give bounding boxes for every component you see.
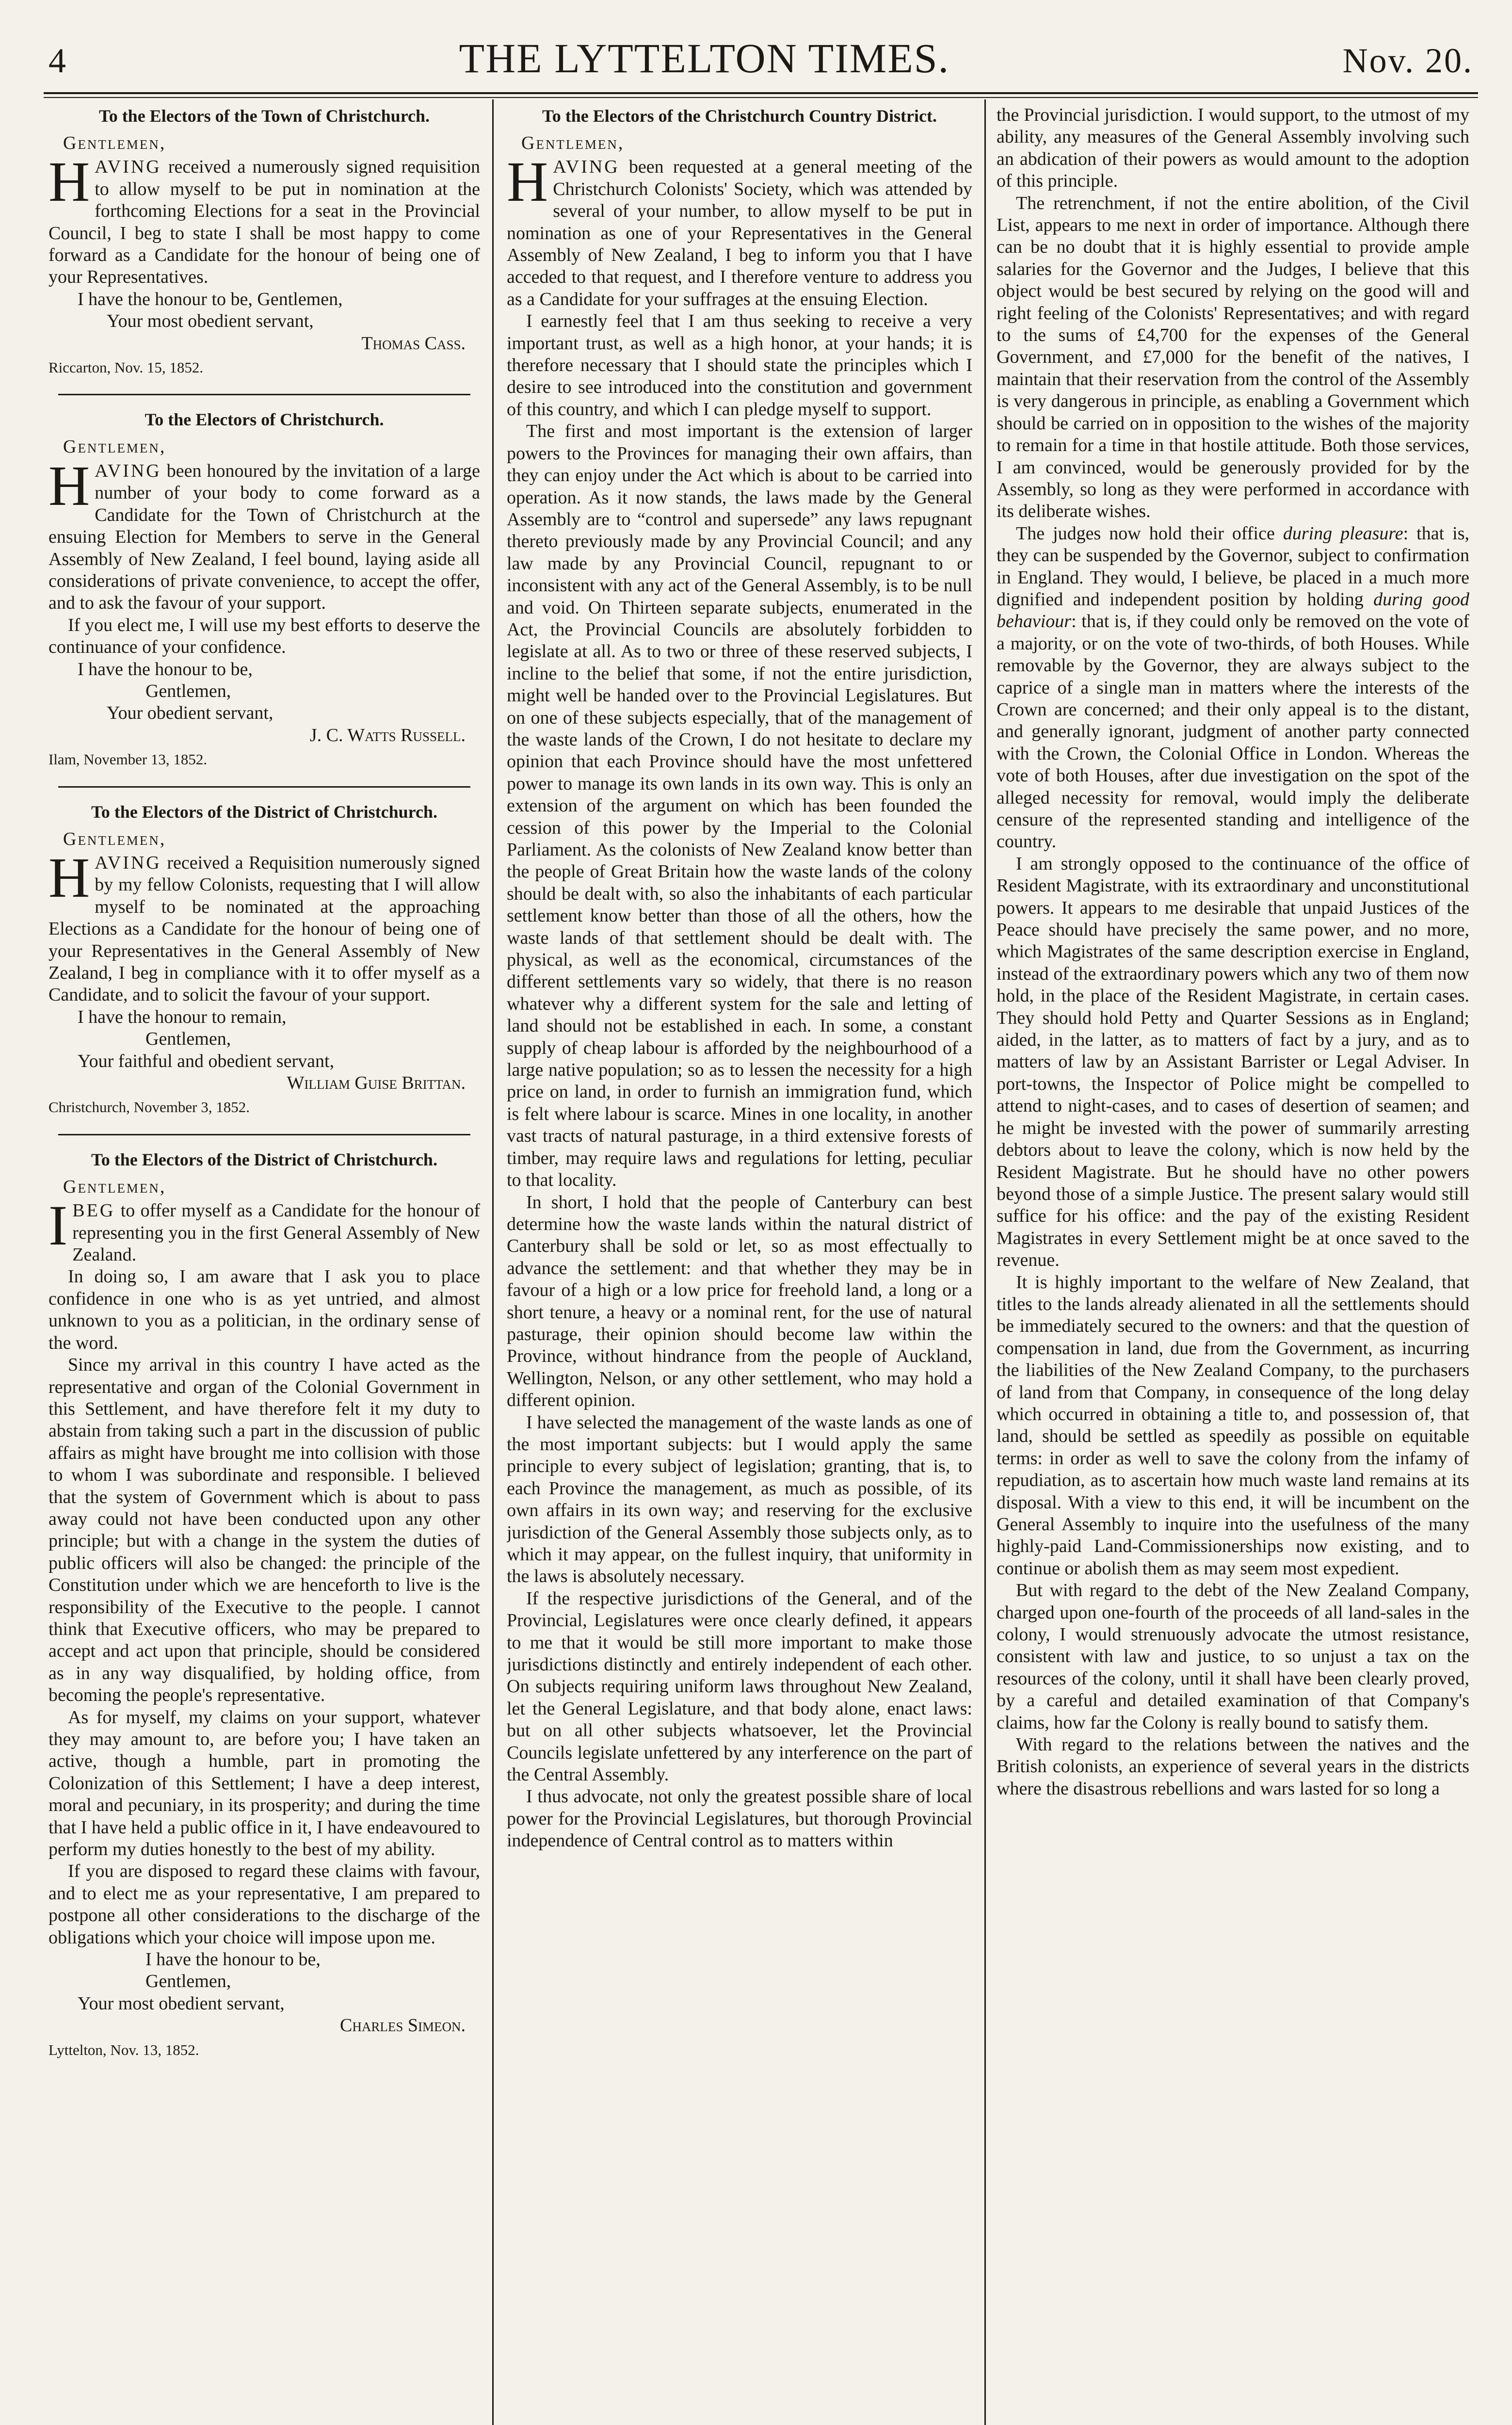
paragraph-text: to offer myself as a Candidate for the honour of representing you in the first General Assembly of New Zealand. [72,1200,480,1265]
section-rule [58,1134,470,1135]
lead-word: AVING [95,157,161,178]
signatory-name: William Guise Brittan. [287,1073,466,1094]
advert-body [48,845,480,1006]
greeting: Gentlemen, [63,828,166,849]
article-paragraph: I have selected the management of the waste lands as one of the most important subjects: but I would apply the same principle to every subject of legislation; granting, that is, to each Province the management, as much as possible, of its own affairs in its own way; and reserving for the exclusive jurisdiction of the General Assembly those subjects only, as to which it may appear, on the fullest inquiry, that uniformity in the laws is absolutely necessary. [507,1412,972,1587]
signature-block [48,1949,480,2061]
place-date: Ilam, November 13, 1852. [48,751,208,768]
column-1 [48,104,480,2425]
closing-line: I have the honour to be, Gentlemen, [78,289,343,309]
paragraph-text: been honoured by the invitation of a large number of your body to come forward as a Candidate for the Town of Christchurch at the ensuing Election for Members to serve in the General Assembly of New Zealand, I feel bound, laying aside all considerations of private convenience, to accept the offer, and to ask the favour of your support. [48,460,480,614]
closing-line: Your most obedient servant, [107,311,314,332]
paragraph-text: The judges now hold their office [1016,523,1283,544]
advert-body [48,150,480,288]
drop-cap: H [48,845,90,909]
advert-brittan [48,801,480,1118]
greeting: Gentlemen, [521,133,625,153]
article-paragraph: the Provincial jurisdiction. I would support, to the utmost of my ability, any measures of the General Assembly involving such an abdication of their powers as would amount to the adoption of this principle. [997,105,1469,192]
signature-block [48,289,480,379]
drop-cap: H [48,150,90,214]
paragraph: If you are disposed to regard these claims with favour, and to elect me as your representative, I am prepared to postpone all other considerations to the discharge of the obligations which your choice will impose upon me. [48,1861,480,1948]
article-paragraph: I am strongly opposed to the continuance of the office of Resident Magistrate, with its extraordinary and unconstitutional powers. It appears to me desirable that unpaid Justices of the Peace should have precisely the same power, and no more, which Magistrates of the same description exercise in England, instead of the extraordinary powers which any two of them now hold, in the place of the Resident Magistrate, in certain cases. They should hold Petty and Quarter Sessions as in England; aided, in the latter, as to matters of fact by a jury, and as to matters of law by an Assistant Barrister or Legal Adviser. In port-towns, the Inspector of Police might be compelled to attend to night-cases, and to cases of desertion of seamen; and he might be invested with the power of summarily arresting debtors about to leave the colony, which is now held by the Resident Magistrate. But he should have no other powers beyond those of a simple Justice. The present salary would still suffice for his office: and the pay of the existing Resident Magistrates in every Settlement might be at once saved to the revenue. [997,853,1469,1271]
article-paragraph: With regard to the relations between the natives and the British colonists, an experience of several years in the districts where the disastrous rebellions and wars lasted for so long a [997,1734,1469,1799]
lead-word: AVING [553,157,620,178]
advert-heading: To the Electors of the District of Christchurch. [91,802,437,822]
column-divider-2 [984,99,986,2425]
italic-phrase: during pleasure [1283,523,1403,544]
italic-phrase: during good behaviour [997,589,1469,632]
greeting: Gentlemen, [63,1176,166,1197]
drop-cap: H [507,150,548,214]
advert-heading: To the Electors of the Town of Christchurch. [98,106,430,126]
advert-body [48,453,480,614]
issue-date: Nov. 20. [1342,41,1473,80]
section-rule [58,394,470,395]
closing-line: I have the honour to be, [78,659,253,679]
column-2 [507,104,972,2425]
article-paragraph: In short, I hold that the people of Canterbury can best determine how the waste lands within the natural district of Canterbury shall be sold or let, so as most effectually to advance the settlement: and that whether they may be in favour of a high or a low price for freehold land, a long or a short tenure, a heavy or a nominal rent, for the use of natural pasturage, their opinion should become law within the Province, without hindrance from the people of Auckland, Wellington, Nelson, or any other settlement, who may hold a different opinion. [507,1192,972,1411]
paragraph: Since my arrival in this country I have acted as the representative and organ of the Colonial Government in this Settlement, and have therefore felt it my duty to abstain from taking such a part in the discussion of public affairs as might have brought me into collision with those to whom I was subordinate and responsible. I believed that the system of Government which is about to pass away could not have been conducted upon any other principle; but with a change in the system the duties of public officers will also be changed: the principle of the Constitution under which we are henceforth to live is the responsibility of the Executive to the people. I cannot think that Executive officers, who may be prepared to accept and act upon that principle, should be considered as in any way disqualified, by holding office, from becoming the people's representative. [48,1355,480,1706]
advert-simeon [48,1149,480,2061]
article-paragraph [997,523,1469,853]
lead-word: AVING [95,460,161,481]
paragraph: If you elect me, I will use my best efforts to deserve the continuance of your confidence. [48,614,480,658]
paragraph: As for myself, my claims on your support, whatever they may amount to, are before you; I have taken an active, though a humble, part in promoting the Colonization of this Settlement; I have a deep interest, moral and pecuniary, in its prosperity; and during the time that I have held a public office in it, I have endeavoured to perform my duties honestly to the best of my ability. [48,1707,480,1860]
place-date: Lyttelton, Nov. 13, 1852. [48,2041,199,2058]
greeting: Gentlemen, [63,436,166,457]
drop-cap: I [48,1194,68,1258]
paragraph-text: been requested at a general meeting of the Christchurch Colonists' Society, which was attended by several of your number, to allow myself to be put in nomination as one of your Representatives in the General Assembly of New Zealand, I beg to inform you that I have acceded to that request, and I therefore venture to address you as a Candidate for your suffrages at the ensuing Election. [507,157,972,309]
place-date: Christchurch, November 3, 1852. [48,1099,250,1116]
drop-cap: H [48,453,90,517]
article-paragraph: The first and most important is the extension of larger powers to the Provinces for managing their own affairs, than they can enjoy under the Act which is about to be carried into operation. As it now stands, the laws made by the General Assembly are to “control and supersede” any laws repugnant thereto previously made by any Provincial Council; and any law made by any Provincial Council, repugnant to or inconsistent with any act of the General Assembly, is to be null and void. On Thirteen separate subjects, enumerated in the Act, the Provincial Councils are absolutely forbidden to legislate at all. As to two or three of these reserved subjects, I incline to the belief that some, if not the entire jurisdiction, might well be handed over to the Provincial Legislatures. But on one of these subjects especially, that of the management of the waste lands of the Crown, I do not hesitate to declare my opinion that each Province should have the most unfettered power to manage its own lands in its own way. This is only an extension of the argument on which has been founded the cession of this power by the Imperial to the Colonial Parliament. As the colonists of New Zealand know better than the people of Great Britain how the waste lands of the colony should be dealt with, so also the inhabitants of each particular settlement know better than those of all the others, how the waste lands of that settlement should be dealt with. The physical, as well as the economical, circumstances of the different settlements vary so widely, that there is no reason whatever why a different system for the sale and letting of land should not be established in each. In some, a constant supply of cheap labour is afforded by the neighbourhood of a large native population; so as to lessen the necessity for a high price on land, in order to furnish an immigration fund, which is felt where labour is scarce. Mines in one locality, in another vast tracts of natural pasturage, in a third extensive forests of timber, may require laws and regulations for letting, peculiar to that locality. [507,421,972,1191]
closing-line: Your most obedient servant, [78,1993,285,2014]
article-paragraph: But with regard to the debt of the New Zealand Company, charged upon one-fourth of the proceeds of all land-sales in the colony, I would strenuously advocate the utmost resistance, consistent with law and justice, to so unjust a tax on the resources of the colony, until it shall have been clearly proved, by a careful and detailed examination of that Company's claims, how far the Colony is really bound to satisfy them. [997,1580,1469,1733]
signatory-name: Charles Simeon. [340,2015,466,2036]
closing-line: Gentlemen, [145,680,231,701]
closing-line: I have the honour to remain, [78,1006,287,1027]
column-3 [997,104,1469,2425]
masthead-rule-thin [44,97,1478,98]
article-paragraph: If the respective jurisdictions of the General, and of the Provincial, Legislatures were once clearly defined, it appears to me that it would be still more important to make those jurisdictions distinctly and entirely independent of each other. On subjects requiring uniform laws throughout New Zealand, let the General Legislature, and that body alone, enact laws: but on all other subjects whatsoever, let the Provincial Councils legislate unfettered by any interference on the part of the Central Assembly. [507,1588,972,1785]
advert-heading: To the Electors of Christchurch. [145,410,384,430]
lead-word: BEG [72,1200,115,1221]
article-heading: To the Electors of the Christchurch Country District. [542,106,937,126]
signatory-name: Thomas Cass. [361,333,466,354]
paragraph-text: received a Requisition numerously signed by my fellow Colonists, requesting that I will allow myself to be nominated at the approaching Elections as a Candidate for the honour of being one of your Representatives in the General Assembly of New Zealand, I beg in compliance with it to offer myself as a Candidate, and to solicit the favour of your support. [48,852,480,1005]
article-paragraph: The retrenchment, if not the entire abolition, of the Civil List, appears to me next in order of importance. Although there can be no doubt that it is highly essential to provide ample salaries for the Governor and the Judges, I believe that this object would be best secured by relying on the good will and right feeling of the Colonists' Representatives; and with regard to the sums of £4,700 for the expenses of the General Government, and £7,000 for the benefit of the natives, I maintain that their reservation from the control of the Assembly is very dangerous in principle, as enabling a Government which should be carried on in opposition to the wishes of the majority to remain for a time in that hostile attitude. Both those services, I am convinced, would be generously provided for by the Assembly, so long as they were performed in accordance with its deliberate wishes. [997,193,1469,522]
newspaper-title: THE LYTTELTON TIMES. [459,35,950,81]
paragraph-text: : that is, if they could only be removed on the vote of a majority, or on the vote of two-thirds, of both Houses. While removable by the Governor, they are always subject to the caprice of a single man in matters where the interests of the Crown are concerned; and their only appeal is to the distant, and generally ignorant, judgment of another party connected with the Crown, the Colonial Office in London. Whereas the vote of both Houses, after due investigation on the spot of the alleged necessity for removal, would imply the deliberate censure of the represented standing and intelligence of the country. [997,611,1469,852]
article-paragraph: I earnestly feel that I am thus seeking to receive a very important trust, as well as a high honor, at your hands; it is therefore necessary that I should state the principles which I desire to see introduced into the constitution and government of this country, and which I can pledge myself to support. [507,311,972,420]
page-number: 4 [48,41,66,80]
closing-line: I have the honour to be, [145,1949,321,1970]
paragraph: In doing so, I am aware that I ask you to place confidence in one who is as yet untried, and almost unknown to you as a politician, in the ordinary sense of the word. [48,1266,480,1353]
article-paragraph [507,150,972,310]
signatory-name: J. C. Watts Russell. [309,725,466,745]
advert-heading: To the Electors of the District of Christchurch. [91,1149,437,1169]
closing-line: Gentlemen, [145,1971,231,1992]
advert-cass [48,105,480,378]
column-divider-1 [492,99,494,2425]
closing-line: Gentlemen, [145,1029,231,1050]
closing-line: Your obedient servant, [107,703,273,724]
article-paragraph: I thus advocate, not only the greatest possible share of local power for the Provincial Legislatures, but thorough Provincial independence of Central control as to matters within [507,1786,972,1851]
lead-word: AVING [95,852,161,873]
advert-russell [48,409,480,770]
closing-line: Your faithful and obedient servant, [78,1051,335,1071]
section-rule [58,786,470,788]
greeting: Gentlemen, [63,133,166,153]
advert-body [48,1194,480,1266]
place-date: Riccarton, Nov. 15, 1852. [48,359,204,376]
paragraph-text: received a numerously signed requisition to allow myself to be put in nomination at the forthcoming Elections for a seat in the Provincial Council, I beg to state I shall be most happy to come forward as a Candidate for the honour of being one of your Representatives. [48,157,480,288]
paragraph-text: : that is, they can be suspended by the Governor, subject to confirmation in England. They would, I believe, be placed in a much more dignified and independent position by holding [997,523,1469,610]
masthead-rule [44,92,1478,94]
signature-block [48,659,480,771]
signature-block [48,1006,480,1118]
article-paragraph: It is highly important to the welfare of New Zealand, that titles to the lands already alienated in all the settlements should be immediately secured to the owners: and that the question of compensation in land, due from the Government, as incurring the liabilities of the New Zealand Company, to the purchasers of land from that Company, in consequence of the long delay which occurred in obtaining a title to, and possession of, that land, should be settled as speedily as possible on equitable terms: in order as well to save the colony from the infamy of repudiation, as to ascertain how much waste land remains at its disposal. With a view to this end, it will be incumbent on the General Assembly to inquire into the usefulness of the many highly-paid Land-Commissionerships now existing, and to continue or abolish them as may seem most expedient. [997,1272,1469,1579]
masthead [48,34,1473,87]
